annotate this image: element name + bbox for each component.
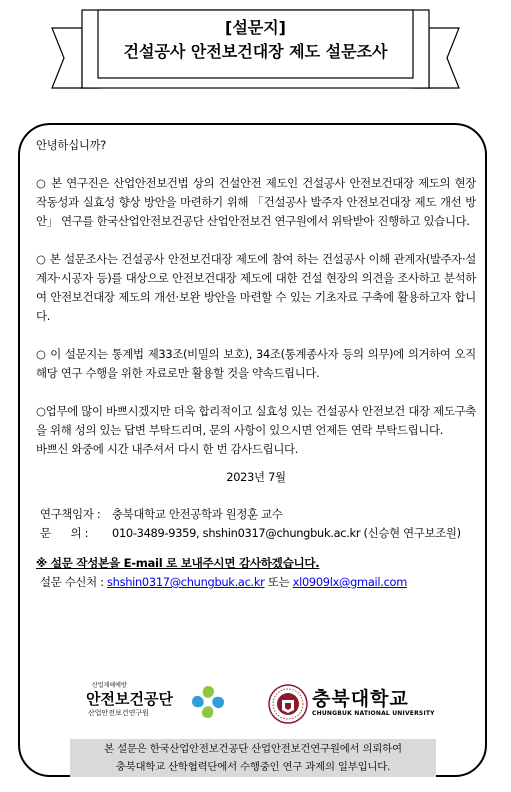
letter-date: 2023년 7월 <box>226 470 286 484</box>
kosha-emblem-icon <box>190 684 226 720</box>
email-request-note: ※ 설문 작성본을 E-mail 로 보내주시면 감사하겠습니다. <box>36 556 320 570</box>
footer-line-1: 본 설문은 한국산업안전보건공단 산업안전보건연구원에서 의뢰하여 <box>104 743 402 755</box>
contact-block <box>36 505 476 543</box>
submission-joiner: 또는 <box>267 575 290 589</box>
contact-lead-row <box>40 505 476 524</box>
inquiry-label: 문 의 : <box>40 526 89 540</box>
title-line-2: 건설공사 안전보건대장 제도 설문조사 <box>123 42 388 61</box>
footer-line-2: 충북대학교 산학협력단에서 수행중인 연구 과제의 일부입니다. <box>115 761 391 773</box>
cbnu-sub: CHUNGBUK NATIONAL UNIVERSITY <box>312 710 435 717</box>
lead-label: 연구책임자 : <box>40 507 101 521</box>
greeting: 안녕하십니까? <box>36 138 106 152</box>
lead-value: 충북대학교 안전공학과 원정훈 교수 <box>112 507 283 521</box>
contact-inquiry-row <box>40 524 476 543</box>
paragraph-intro: ○ 본 연구진은 산업안전보건법 상의 건설안전 제도인 건설공사 안전보건대장 제도의 현장 작동성과 실효성 향상 방안을 마련하기 위해 「건설공사 발주자 안전보건대장 제도 개선 방안」 연구를 한국산업안전보건공단 산업안전보건 연구원에서 위탁받아 진행하고 있습니다. <box>36 176 476 228</box>
logo-row <box>86 682 446 734</box>
thanks-line: 바쁘신 와중에 시간 내주셔서 다시 한 번 감사드립니다. <box>36 442 299 456</box>
kosha-sub: 산업안전보건연구원 <box>88 709 149 717</box>
paragraph-request: ○업무에 많이 바쁘시겠지만 더욱 합리적이고 실효성 있는 건설공사 안전보건 대장 제도구축을 위해 성의 있는 답변 부탁드리며, 문의 사항이 있으시면 언제든 연락 부탁드립니다. <box>36 404 476 437</box>
footer-note <box>70 739 436 777</box>
page-title <box>100 16 411 64</box>
kosha-name: 안전보건공단 <box>86 690 173 708</box>
cbnu-seal-icon <box>268 684 308 724</box>
inquiry-value: 010-3489-9359, shshin0317@chungbuk.ac.kr (신승현 연구보조원) <box>112 526 461 540</box>
paragraph-privacy: ○ 이 설문지는 통계법 제33조(비밀의 보호), 34조(통계종사자 등의 의무)에 의거하여 오직 해당 연구 수행을 위한 자료로만 활용할 것을 약속드립니다. <box>36 347 476 380</box>
cbnu-logo-text <box>312 688 435 718</box>
email-link-primary[interactable]: shshin0317@chungbuk.ac.kr <box>107 575 265 589</box>
kosha-small-text: 산업재해예방 <box>92 682 127 689</box>
title-banner <box>0 0 511 100</box>
submission-line <box>36 573 476 592</box>
cbnu-name: 충북대학교 <box>312 688 409 710</box>
email-link-secondary[interactable]: xl0909lx@gmail.com <box>292 575 408 589</box>
kosha-logo-text <box>86 682 173 718</box>
letter-content <box>36 132 476 592</box>
title-line-1: [설문지] <box>225 18 286 37</box>
paragraph-purpose: ○ 본 설문조사는 건설공사 안전보건대장 제도에 참여 하는 건설공사 이해 관계자(발주자·설계자·시공자 등)를 대상으로 안전보건대장 제도에 대한 건설 현장의 의견을 조사하고 분석하여 안전보건대장 제도의 개선·보완 방안을 마련할 수 있는 기초자료 구축에 활용하고자 합니다. <box>36 252 476 323</box>
submission-label: 설문 수신처 : <box>40 575 104 589</box>
